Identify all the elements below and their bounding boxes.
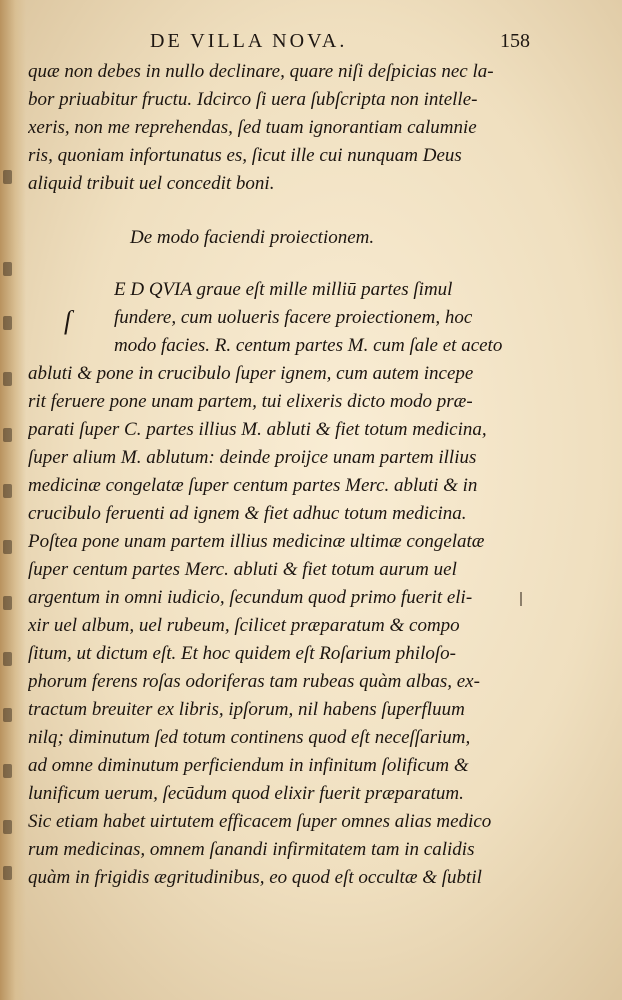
text-line: lunificum uerum, ſecūdum quod elixir fuerit præparatum. xyxy=(28,783,464,804)
marginal-note: ſ xyxy=(64,306,72,335)
ink-speck xyxy=(520,592,522,606)
text-line: xir uel album, uel rubeum, ſcilicet præparatum & compo xyxy=(28,615,460,636)
text-line: ad omne diminutum perficiendum in infinitum ſolificum & xyxy=(28,755,469,776)
text-line: Sic etiam habet uirtutem efficacem ſuper omnes alias medico xyxy=(28,811,492,832)
text-line: rum medicinas, omnem ſanandi infirmitatem tam in calidis xyxy=(28,839,475,860)
text-line: bor priuabitur fructu. Idcirco ſi uera ſubſcripta non intelle- xyxy=(28,89,478,110)
text-line: ſuper centum partes Merc. abluti & fiet totum aurum uel xyxy=(28,559,457,580)
text-line: parati ſuper C. partes illius M. abluti & fiet totum medicina, xyxy=(28,419,487,440)
text-line: xeris, non me reprehendas, ſed tuam ignorantiam calumnie xyxy=(28,117,477,138)
text-line: quæ non debes in nullo declinare, quare niſi deſpicias nec la- xyxy=(28,61,494,82)
text-line: E D QVIA graue eſt mille milliū partes ſimul xyxy=(114,279,453,300)
text-line: phorum ferens roſas odoriferas tam rubeas quàm albas, ex- xyxy=(28,671,480,692)
running-head-title: DE VILLA NOVA. xyxy=(150,30,348,52)
text-line: quàm in frigidis ægritudinibus, eo quod eſt occultæ & ſubtil xyxy=(28,867,482,888)
text-line: ſuper alium M. ablutum: deinde proijce unam partem illius xyxy=(28,447,477,468)
text-line: aliquid tribuit uel concedit boni. xyxy=(28,173,275,194)
text-line: argentum in omni iudicio, ſecundum quod primo fuerit eli- xyxy=(28,587,473,608)
text-line: ris, quoniam infortunatus es, ſicut ille cui nunquam Deus xyxy=(28,145,462,166)
text-line: nilq; diminutum ſed totum continens quod eſt neceſſarium, xyxy=(28,727,471,748)
text-line: Poſtea pone unam partem illius medicinæ ultimæ congelatæ xyxy=(28,531,485,552)
text-line: fundere, cum uolueris facere proiectionem, hoc xyxy=(114,307,473,328)
text-line: rit feruere pone unam partem, tui elixeris dicto modo præ- xyxy=(28,391,473,412)
text-line: tractum breuiter ex libris, ipſorum, nil habens ſuperfluum xyxy=(28,699,465,720)
page-number: 158 xyxy=(500,30,530,52)
text-line: abluti & pone in crucibulo ſuper ignem, cum autem incepe xyxy=(28,363,474,384)
text-line: ſitum, ut dictum eſt. Et hoc quidem eſt Roſarium philoſo- xyxy=(28,643,456,664)
text-line: crucibulo feruenti ad ignem & fiet adhuc totum medicina. xyxy=(28,503,467,524)
section-heading: De modo faciendi proiectionem. xyxy=(130,227,375,248)
text-line: modo facies. R. centum partes M. cum ſale et aceto xyxy=(114,335,503,356)
text-line: medicinæ congelatæ ſuper centum partes Merc. abluti & in xyxy=(28,475,478,496)
